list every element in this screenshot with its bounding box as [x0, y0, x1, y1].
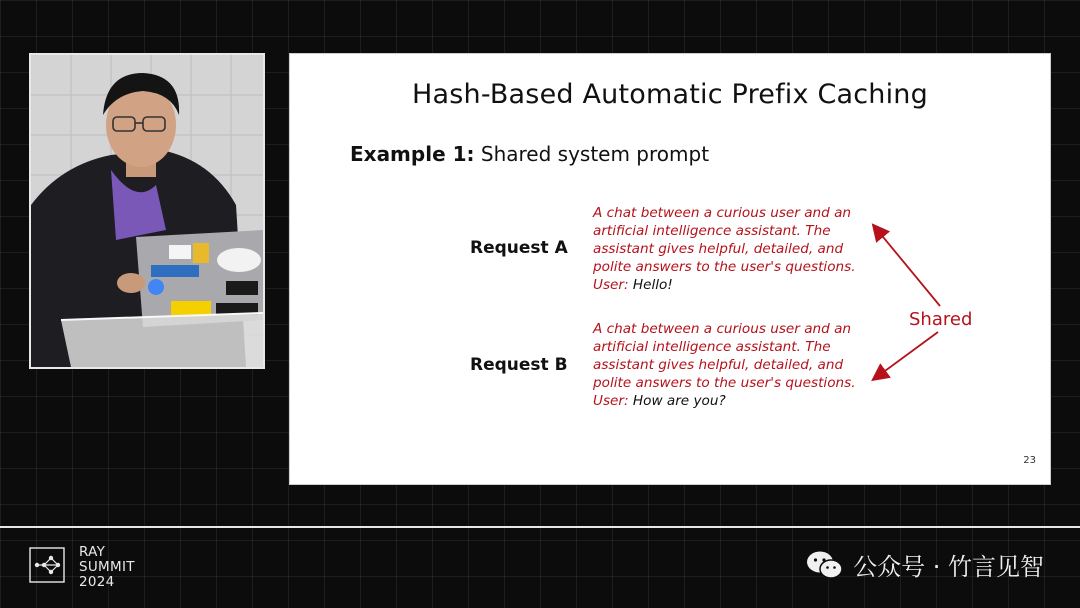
wechat-icon: [805, 549, 845, 581]
wechat-watermark: [805, 547, 1044, 582]
shared-arrows: [290, 54, 1051, 485]
example-label: Example 1:: [350, 142, 475, 166]
prompt-line: artificial intelligence assistant. The: [593, 223, 831, 239]
slide-page-number: 23: [1023, 455, 1036, 466]
prompt-line: assistant gives helpful, detailed, and: [593, 357, 844, 373]
user-text: Hello!: [632, 277, 673, 293]
request-b-label: Request B: [470, 355, 568, 375]
presentation-slide: [289, 53, 1051, 485]
slide-title: Hash-Based Automatic Prefix Caching: [412, 79, 928, 110]
ray-summit-logo-icon: [29, 547, 65, 583]
user-text: How are you?: [632, 393, 726, 409]
prompt-line: polite answers to the user's questions.: [593, 375, 856, 391]
speaker-video-image: [31, 55, 263, 367]
watermark-text: 公众号 · 竹言见智: [853, 553, 1044, 581]
prompt-line: A chat between a curious user and an: [593, 321, 852, 337]
prompt-line: polite answers to the user's questions.: [593, 259, 856, 275]
prompt-line: assistant gives helpful, detailed, and: [593, 241, 844, 257]
event-line-2: SUMMIT: [79, 559, 135, 575]
user-prefix: User:: [593, 277, 629, 293]
speaker-video: [29, 53, 265, 369]
event-line-3: 2024: [79, 574, 115, 590]
example-text: Shared system prompt: [480, 142, 710, 166]
user-prefix: User:: [593, 393, 629, 409]
footer-divider: [0, 526, 1080, 528]
event-name: [79, 545, 135, 590]
request-a-label: Request A: [470, 238, 568, 258]
arrow-to-request-a: [874, 226, 940, 306]
arrow-to-request-b: [874, 332, 938, 379]
shared-label: Shared: [909, 309, 973, 330]
event-line-1: RAY: [79, 544, 106, 560]
prompt-line: A chat between a curious user and an: [593, 205, 852, 221]
prompt-line: artificial intelligence assistant. The: [593, 339, 831, 355]
